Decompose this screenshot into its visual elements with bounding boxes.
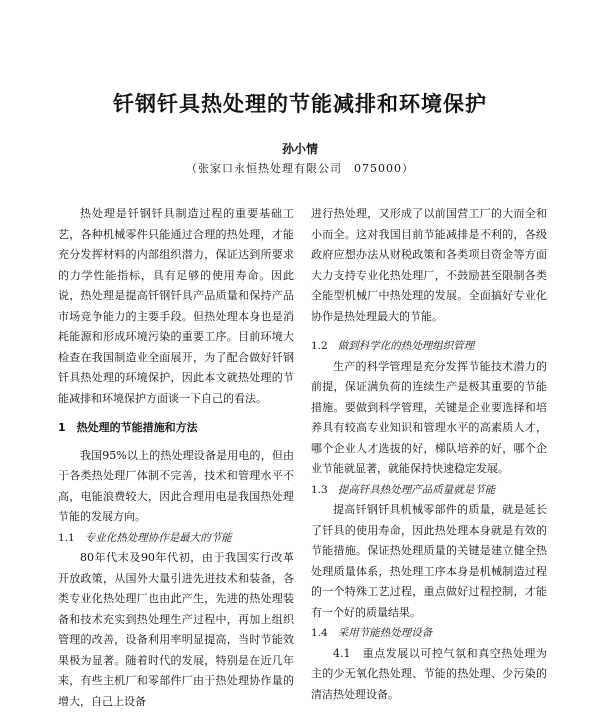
section-1-1-title: 专业化热处理协作是最大的节能 — [84, 531, 232, 544]
left-column — [58, 204, 294, 712]
section-1-1-number: 1.1 — [58, 531, 75, 544]
section-1-2-number: 1.2 — [311, 340, 328, 352]
section-1-3-heading — [311, 480, 547, 501]
section-1-4-paragraph: 4.1 重点发展以可控气氛和真空热处理为主的少无氧化热处理、节能的热处理、少污染的清洁热处理设备。 — [311, 646, 547, 701]
author-name: 孙小情 — [281, 142, 318, 156]
section-1-1-paragraph: 80年代末及90年代初，由于我国实行改革开放政策，从国外大量引进先进技术和装备，各类专业化热处理厂也由此产生，先进的热处理装备和技术充实到热处理生产过程中，再加上组织管理的改善，设备利用率明显提高，当时节能效果极为显著。随着时代的发展，特别是在近几年来，有些主机厂和零部件厂由于热处理协作量的增大，自己上设备 — [58, 551, 294, 708]
author-affiliation: （张家口永恒热处理有限公司 075000） — [186, 162, 414, 175]
section-1-title: 热处理的节能措施和方法 — [76, 421, 198, 434]
section-1-4-heading — [311, 623, 547, 644]
section-1-4-number: 1.4 — [311, 627, 328, 639]
section-1-3-title: 提高钎具热处理产品质量就是节能 — [337, 483, 496, 496]
section-1-heading — [58, 418, 294, 439]
section-1-3-number: 1.3 — [311, 483, 328, 496]
paper-title: 钎钢钎具热处理的节能减排和环境保护 — [113, 92, 487, 116]
section-1-3-paragraph: 提高钎钢钎具机械零部件的质量，就是延长了钎具的使用寿命，因此热处理本身就是有效的节能措施。保证热处理质量的关键是建立健全热处理质量体系，热处理工序本身是机械制造过程的一个特殊工艺过程，重点做好过程控制，才能有一个好的质量结果。 — [311, 503, 547, 619]
section-1-1-heading — [58, 528, 294, 549]
section-1-2-paragraph: 生产的科学管理是充分发挥节能技术潜力的前提，保证满负荷的连续生产是极其重要的节能措施。要做到科学管理，关键是企业要选择和培养具有较高专业知识和管理水平的高素质人才，哪个企业人才选拔的好，梯队培养的好，哪个企业节能就显著，就能保持快速稳定发展。 — [311, 359, 547, 475]
continued-paragraph: 进行热处理，又形成了以前国营工厂的大而全和小而全。这对我国目前节能减排是不利的，各级政府应想办法从财税政策和各类项目资金等方面大力支持专业化热处理厂，不鼓励甚至限制各类全能型机械厂中热处理的发展。全面搞好专业化协作是热处理最大的节能。 — [311, 207, 547, 323]
right-column — [311, 204, 547, 705]
section-1-2-heading — [311, 336, 547, 357]
section-1-number: 1 — [58, 421, 66, 434]
section-1-4-title: 采用节能热处理设备 — [337, 627, 433, 639]
intro-paragraph: 热处理是钎钢钎具制造过程的重要基础工艺，各种机械零件只能通过合理的热处理，才能充分发挥材料的内部组织潜力，保证达到所要求的力学性能指标，具有足够的使用寿命。因此说，热处理是提高钎钢钎具产品质量和保持产品市场竞争能力的主要手段。但热处理本身也是消耗能源和形成环境污染的重要工序。目前环境大检查在我国制造业全面展开，为了配合做好钎钢钎具热处理的环境保护，因此本文就热处理的节能减排和环境保护方面谈一下自己的看法。 — [58, 207, 294, 405]
section-1-2-title: 做到科学化的热处理组织管理 — [337, 340, 475, 352]
section-1-paragraph: 我国95%以上的热处理设备是用电的，但由于各类热处理厂体制不完善，技术和管理水平不高，电能浪费较大，因此合理用电是我国热处理节能的发展方向。 — [58, 448, 294, 523]
